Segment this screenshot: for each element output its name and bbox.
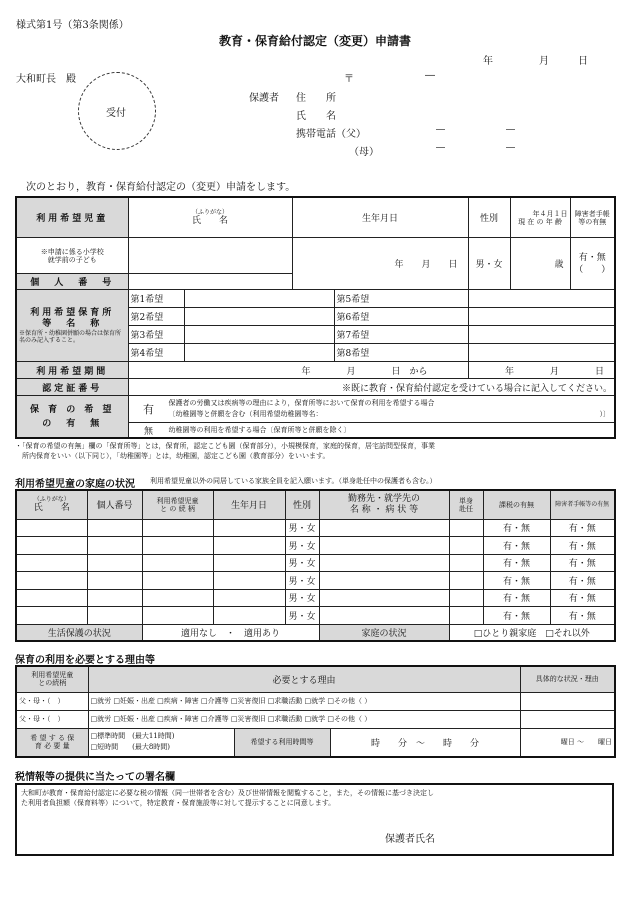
family-single-field[interactable]	[449, 537, 483, 555]
family-tax-header: 課税の有無	[483, 490, 550, 519]
reason-header: 必要とする理由	[88, 666, 520, 692]
cert-field[interactable]: ※既に教育・保育給付認定を受けている場合に記入してください。	[128, 379, 615, 396]
furigana-header: （ふりがな）	[192, 209, 229, 216]
family-name-field[interactable]	[16, 589, 87, 607]
hope-yes-subtext: 〔幼稚園等と併願を含む（利用希望幼稚園等名：	[168, 410, 323, 418]
family-dob-field[interactable]	[213, 572, 285, 590]
period-start-field[interactable]: 年 月 日 から	[128, 362, 468, 379]
choice-7-label: 第7希望	[334, 326, 468, 344]
postal-dash: ―	[425, 70, 435, 81]
period-end-field[interactable]: 年 月 日	[468, 362, 615, 379]
family-furigana-header: （ふりがな）	[33, 496, 70, 504]
reason-table	[15, 665, 616, 758]
child-dob-field[interactable]: 年 月 日	[292, 238, 468, 290]
family-sex-field[interactable]: 男・女	[285, 537, 319, 555]
father-phone-label: 携帯電話（父）	[296, 129, 366, 140]
hours-label: 希 望 す る 保	[30, 734, 75, 743]
family-mynumber-field[interactable]	[87, 554, 142, 572]
family-name-field[interactable]	[16, 537, 87, 555]
family-tax-field[interactable]: 有・無	[483, 572, 550, 590]
choice-2-label: 第2希望	[128, 308, 184, 326]
family-sex-field[interactable]: 男・女	[285, 607, 319, 625]
child-label: 利用希望児童	[16, 197, 128, 238]
phone-dash: ―	[436, 143, 445, 153]
hope-label-sub: の 有 無	[42, 418, 103, 429]
table-row	[16, 537, 615, 555]
tax-box	[15, 783, 614, 856]
date-day: 日	[578, 56, 588, 67]
hope-label: 保 育 の 希 望	[29, 404, 115, 415]
reason-section-title: 保育の利用を必要とする理由等	[15, 655, 155, 666]
reason-detail-field[interactable]	[520, 692, 615, 710]
age-header-label: 現 在 の 年 齢	[518, 217, 562, 226]
family-sex-field[interactable]: 男・女	[285, 589, 319, 607]
family-relation-field[interactable]	[142, 572, 213, 590]
family-work-header: 勤務先・就学先の	[347, 493, 420, 504]
family-work-field[interactable]	[319, 589, 449, 607]
family-mynumber-field[interactable]	[87, 572, 142, 590]
family-single-field[interactable]	[449, 572, 483, 590]
family-name-field[interactable]	[16, 554, 87, 572]
choice-4-field[interactable]	[184, 344, 334, 362]
facility-note: ※保育所・幼稚園併願の場合は保育所名のみ記入すること。	[19, 329, 122, 344]
short-hours-option[interactable]: □短時間 (最大8時間)	[90, 743, 171, 752]
name-header: 氏 名	[192, 216, 229, 226]
family-dob-header: 生年月日	[213, 490, 285, 519]
family-name-field[interactable]	[16, 607, 87, 625]
family-relation-field[interactable]	[142, 519, 213, 537]
mother-phone-label: （母）	[349, 147, 379, 158]
family-tax-field[interactable]: 有・無	[483, 554, 550, 572]
signature-label: 保護者氏名	[385, 834, 435, 845]
family-section-title: 利用希望児童の家庭の状況	[15, 479, 135, 490]
family-single-header-sub: 赴任	[459, 504, 473, 513]
family-single-field[interactable]	[449, 519, 483, 537]
footnote-cont: 所内保育をいい（以下同じ），「幼稚園等」とは，幼稚園，認定こども園（教育部分）をいいます。	[22, 452, 330, 460]
hours-label-sub: 育 必 要 量	[34, 742, 70, 751]
postal-mark: 〒	[344, 74, 354, 85]
choice-2-field[interactable]	[184, 308, 334, 326]
hope-no-text: 幼稚園等の利用を希望する場合〔保育所等と併願を除く〕	[168, 426, 351, 434]
family-tax-field[interactable]: 有・無	[483, 589, 550, 607]
reason-relation-header: 利用希望児童	[31, 671, 74, 680]
footnote: ・「保育の希望の有無」欄の「保育所等」とは，保育所，認定こども園（保育部分），小規模保育，家庭的保育，居宅訪問型保育，事業	[15, 442, 435, 450]
family-relation-field[interactable]	[142, 607, 213, 625]
reason-options[interactable]: □就労 □妊娠・出産 □疾病・障害 □介護等 □災害復旧 □求職活動 □就学 □その他（ ）	[88, 710, 520, 728]
child-sex-field[interactable]: 男・女	[468, 238, 510, 290]
family-work-field[interactable]	[319, 519, 449, 537]
hope-yes-text: 保護者の労働又は疾病等の理由により，保育所等において保育の利用を希望する場合	[168, 399, 435, 407]
reason-detail-field[interactable]	[520, 710, 615, 728]
phone-dash: ―	[506, 143, 515, 153]
tax-consent-text: 大和町が教育・保育給付認定に必要な税の情報（同一世帯者を含む）及び世帯情報を閲覧すること，また，その情報に基づき決定し	[21, 789, 434, 797]
reason-relation-field[interactable]: 父・母・（ ）	[16, 710, 88, 728]
cert-label: 認定証番号	[16, 379, 128, 396]
family-dob-field[interactable]	[213, 519, 285, 537]
family-relation-field[interactable]	[142, 554, 213, 572]
family-single-field[interactable]	[449, 554, 483, 572]
family-mynumber-header: 個人番号	[87, 490, 142, 519]
family-single-field[interactable]	[449, 607, 483, 625]
application-table	[15, 196, 616, 439]
reason-options[interactable]: □就労 □妊娠・出産 □疾病・障害 □介護等 □災害復旧 □求職活動 □就学 □その他（ ）	[88, 692, 520, 710]
family-work-field[interactable]	[319, 554, 449, 572]
home-status-field[interactable]: □ひとり親家庭 □それ以外	[449, 624, 615, 641]
family-sex-field[interactable]: 男・女	[285, 519, 319, 537]
family-tax-field[interactable]: 有・無	[483, 607, 550, 625]
child-note: ※申請に係る小学校	[40, 247, 104, 256]
child-disability-paren: （ ）	[574, 264, 611, 275]
family-work-field[interactable]	[319, 607, 449, 625]
family-relation-header: 利用希望児童	[156, 496, 199, 505]
disability-header-sub: 等の有無	[578, 217, 607, 226]
page-title: 教育・保育給付認定（変更）申請書	[218, 34, 411, 48]
family-name-header: 氏 名	[33, 503, 70, 514]
choice-1-field[interactable]	[184, 290, 334, 308]
table-row	[16, 607, 615, 625]
tax-section-title: 税情報等の提供に当たっての署名欄	[15, 772, 175, 783]
family-sex-field[interactable]: 男・女	[285, 572, 319, 590]
family-mynumber-field[interactable]	[87, 537, 142, 555]
intro-text: 次のとおり，教育・保育給付認定の（変更）申請をします。	[26, 182, 296, 193]
choice-8-field[interactable]	[468, 344, 615, 362]
family-relation-field[interactable]	[142, 589, 213, 607]
hope-no-option[interactable]: 無	[143, 426, 153, 437]
family-disability-field[interactable]: 有・無	[550, 607, 615, 625]
family-dob-field[interactable]	[213, 589, 285, 607]
choice-1-label: 第1希望	[128, 290, 184, 308]
facility-label-sub: 等 名 称	[42, 318, 103, 329]
choice-8-label: 第8希望	[334, 344, 468, 362]
family-disability-field[interactable]: 有・無	[550, 554, 615, 572]
family-table	[15, 489, 616, 642]
choice-6-label: 第6希望	[334, 308, 468, 326]
family-work-field[interactable]	[319, 537, 449, 555]
age-header-date: 年４月１日	[532, 209, 568, 218]
tax-consent-text-cont: た利用者負担額（保育料等）について，特定教育・保育施設等に対して提示することに同意します。	[21, 799, 336, 807]
mynumber-label: 個 人 番 号	[16, 274, 128, 290]
family-dob-field[interactable]	[213, 554, 285, 572]
reason-relation-header-sub: との続柄	[38, 679, 67, 688]
guardian-name-label: 氏 名	[296, 111, 336, 122]
family-mynumber-field[interactable]	[87, 607, 142, 625]
family-mynumber-field[interactable]	[87, 519, 142, 537]
disability-header: 障害者手帳	[574, 209, 610, 218]
choice-3-label: 第3希望	[128, 326, 184, 344]
family-disability-field[interactable]: 有・無	[550, 572, 615, 590]
family-dob-field[interactable]	[213, 607, 285, 625]
welfare-label: 生活保護の状況	[16, 624, 142, 641]
welfare-field[interactable]: 適用なし ・ 適用あり	[142, 624, 319, 641]
home-status-label: 家庭の状況	[319, 624, 449, 641]
time-label: 希望する利用時間等	[234, 728, 330, 757]
date-year: 年	[483, 56, 493, 67]
time-field[interactable]: 時 分 ～ 時 分	[330, 728, 520, 757]
sex-header: 性別	[468, 197, 510, 238]
family-section-note: 利用希望児童以外の同居している家族全員を記入願います。（単身赴任中の保護者も含む。）	[150, 477, 437, 485]
form-number: 様式第1号（第3条関係）	[16, 20, 129, 31]
child-note-sub: 就学前の子ども	[47, 255, 97, 264]
family-work-header-sub: 名 称 ・ 病 状 等	[349, 504, 419, 515]
date-month: 月	[539, 56, 549, 67]
standard-hours-option[interactable]: □標準時間 (最大11時間)	[90, 732, 175, 741]
choice-5-field[interactable]	[468, 290, 615, 308]
table-row	[16, 572, 615, 590]
child-name-field[interactable]	[128, 238, 292, 274]
family-relation-header-sub: と の 続 柄	[160, 504, 195, 513]
family-single-field[interactable]	[449, 589, 483, 607]
table-row	[16, 554, 615, 572]
family-disability-field[interactable]: 有・無	[550, 519, 615, 537]
family-name-field[interactable]	[16, 519, 87, 537]
family-relation-field[interactable]	[142, 537, 213, 555]
mynumber-field[interactable]	[128, 274, 292, 290]
table-row	[16, 589, 615, 607]
family-name-field[interactable]	[16, 572, 87, 590]
facility-label: 利用希望保育所	[30, 307, 115, 318]
reception-stamp-label: 受付	[106, 108, 126, 119]
choice-5-label: 第5希望	[334, 290, 468, 308]
family-mynumber-field[interactable]	[87, 589, 142, 607]
family-single-header: 単身	[459, 496, 473, 505]
period-label: 利用希望期間	[16, 362, 128, 379]
guardian-label: 保護者	[249, 93, 279, 104]
family-disability-field[interactable]: 有・無	[550, 589, 615, 607]
choice-3-field[interactable]	[184, 326, 334, 344]
reason-detail-header: 具体的な状況・理由	[520, 666, 615, 692]
choice-4-label: 第4希望	[128, 344, 184, 362]
family-disability-header: 障害者手帳等の有無	[550, 490, 615, 519]
day-field[interactable]: 曜日 ～ 曜日	[520, 728, 615, 757]
choice-7-field[interactable]	[468, 326, 615, 344]
child-age-field[interactable]: 歳	[510, 238, 570, 290]
family-work-field[interactable]	[319, 572, 449, 590]
family-dob-field[interactable]	[213, 537, 285, 555]
phone-dash: ―	[436, 125, 445, 135]
hope-yes-option[interactable]: 有	[143, 403, 154, 416]
hope-yes-subtext-close: ）〕	[599, 410, 611, 418]
reason-relation-field[interactable]: 父・母・（ ）	[16, 692, 88, 710]
family-sex-field[interactable]: 男・女	[285, 554, 319, 572]
addressee: 大和町長 殿	[16, 74, 76, 85]
phone-dash: ―	[506, 125, 515, 135]
family-tax-field[interactable]: 有・無	[483, 519, 550, 537]
family-tax-field[interactable]: 有・無	[483, 537, 550, 555]
family-disability-field[interactable]: 有・無	[550, 537, 615, 555]
address-label: 住 所	[296, 93, 336, 104]
dob-header: 生年月日	[292, 197, 468, 238]
choice-6-field[interactable]	[468, 308, 615, 326]
family-sex-header: 性別	[285, 490, 319, 519]
child-disability-field[interactable]: 有・無	[578, 252, 606, 263]
table-row	[16, 519, 615, 537]
